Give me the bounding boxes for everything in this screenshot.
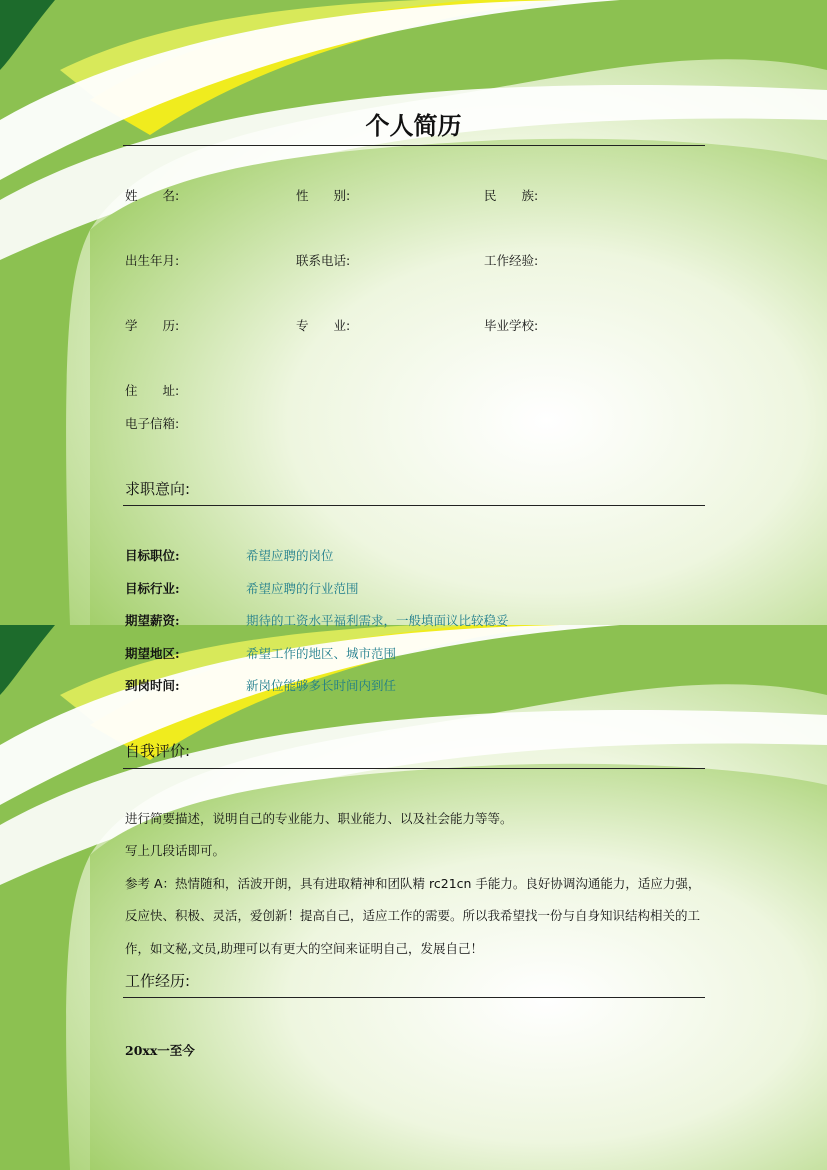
self-eval-line: 反应快、积极、灵活，爱创新！提高自己，适应工作的需要。所以我希望找一份与自身知识结构相关的工	[125, 908, 701, 923]
intent-value: 希望应聘的行业范围	[246, 581, 359, 596]
intent-key: 期望薪资:	[125, 613, 180, 628]
work-heading: 工作经历:	[125, 972, 191, 990]
name-label: 姓 名:	[125, 188, 180, 203]
intent-heading: 求职意向:	[125, 480, 191, 498]
intent-value: 新岗位能够多长时间内到任	[246, 678, 397, 693]
self-eval-heading: 自我评价:	[125, 742, 191, 760]
address-label: 住 址:	[125, 383, 180, 398]
ethnicity-label: 民 族:	[484, 188, 539, 203]
birth-label: 出生年月:	[125, 253, 180, 268]
intent-value: 希望应聘的岗位	[246, 548, 334, 563]
title-divider	[123, 145, 705, 146]
gender-label: 性 别:	[296, 188, 351, 203]
intent-key: 目标职位:	[125, 548, 180, 563]
education-label: 学 历:	[125, 318, 180, 333]
work-divider	[123, 997, 705, 998]
self-eval-line: 作，如文秘,文员,助理可以有更大的空间来证明自己，发展自己！	[125, 941, 483, 956]
experience-label: 工作经验:	[484, 253, 539, 268]
intent-value: 期待的工资水平福利需求，一般填面议比较稳妥	[246, 613, 509, 628]
intent-key: 目标行业:	[125, 581, 180, 596]
school-label: 毕业学校:	[484, 318, 539, 333]
major-label: 专 业:	[296, 318, 351, 333]
email-label: 电子信箱:	[125, 416, 180, 431]
work-period: 20xx一至今	[125, 1043, 195, 1058]
intent-key: 到岗时间:	[125, 678, 180, 693]
self-eval-divider	[123, 768, 705, 769]
self-eval-line: 参考 A：热情随和，活波开朗，具有进取精神和团队精 rc21cn 手能力。良好协调沟通能力，适应力强，	[125, 876, 701, 891]
self-eval-line: 进行简要描述，说明自己的专业能力、职业能力、以及社会能力等等。	[125, 811, 513, 826]
intent-divider	[123, 505, 705, 506]
page-title: 个人简历	[365, 112, 462, 140]
intent-value: 希望工作的地区、城市范围	[246, 646, 397, 661]
phone-label: 联系电话:	[296, 253, 351, 268]
intent-key: 期望地区:	[125, 646, 180, 661]
self-eval-line: 写上几段话即可。	[125, 843, 226, 858]
